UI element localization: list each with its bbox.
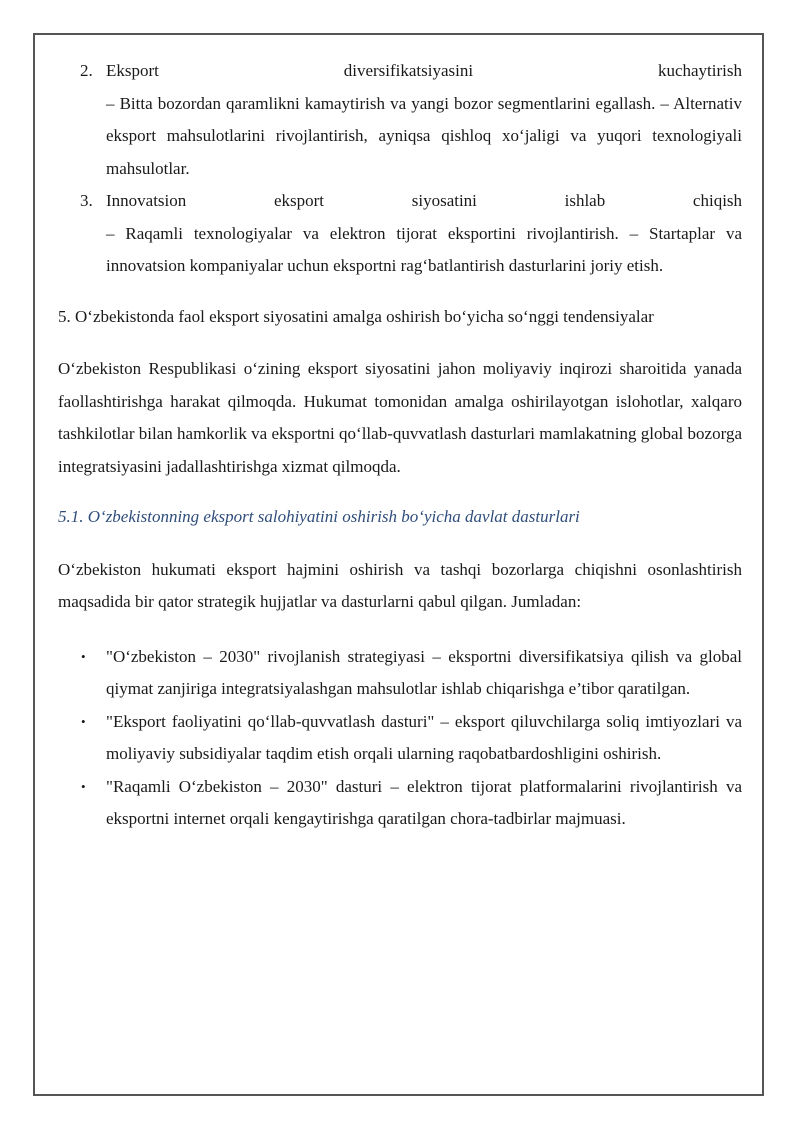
title-word: Innovatsion — [106, 191, 187, 210]
paragraph: O‘zbekiston hukumati eksport hajmini oshirish va tashqi bozorlarga chiqishni osonlashtirish maqsadida bir qator strategik hujjatlar va dasturlarni qabul qilgan. Jumladan: — [58, 559, 742, 611]
list-item-title — [106, 185, 742, 218]
bullet-list — [58, 641, 742, 836]
subsection-heading: 5.1. O‘zbekistonning eksport salohiyatini oshirish bo‘yicha davlat dasturlari — [58, 507, 580, 526]
bullet-icon: • — [81, 648, 86, 664]
bullet-text: "O‘zbekiston – 2030" rivojlanish strategiyasi – eksportni diversifikatsiya qilish va global qiymat zanjiriga integratsiyalashgan mahsulotlar ishlab chiqarishga e’tibor qaratilgan. — [106, 646, 742, 698]
title-word: ishlab — [564, 191, 606, 210]
list-item — [58, 706, 742, 771]
title-word: eksport — [273, 191, 325, 210]
list-item-body: – Bitta bozordan qaramlikni kamaytirish va yangi bozor segmentlarini egallash. – Alternativ eksport mahsulotlarini rivojlantirish, ayniqsa qishloq xo‘jaligi va yuqori texnologiyali mahsulotlar. — [106, 93, 742, 178]
list-number: 2. — [80, 61, 93, 80]
bullet-text: "Eksport faoliyatini qo‘llab-quvvatlash dasturi" – eksport qiluvchilarga soliq imtiyozlari va moliyaviy subsidiyalar taqdim etish orqali ularning raqobatbardoshligini oshirish. — [106, 711, 742, 763]
title-word: diversifikatsiyasini — [343, 61, 474, 80]
numbered-list — [58, 55, 742, 283]
list-item-2 — [58, 55, 742, 185]
bullet-text: "Raqamli O‘zbekiston – 2030" dasturi – elektron tijorat platformalarini rivojlantirish va eksportni internet orqali kengaytirishga qaratilgan chora-tadbirlar majmuasi. — [106, 776, 742, 828]
title-word: Eksport — [106, 61, 159, 80]
section-heading: 5. O‘zbekistonda faol eksport siyosatini amalga oshirish bo‘yicha so‘nggi tendensiyalar — [58, 306, 654, 326]
bullet-icon: • — [81, 713, 86, 729]
document-body — [58, 55, 742, 836]
title-word: kuchaytirish — [657, 61, 742, 80]
list-number: 3. — [80, 191, 93, 210]
list-item-3 — [58, 185, 742, 283]
list-item-body: – Raqamli texnologiyalar va elektron tijorat eksportini rivojlantirish. – Startaplar va innovatsion kompaniyalar uchun eksportni rag‘batlantirish dasturlarini joriy etish. — [106, 223, 742, 275]
title-word: chiqish — [692, 191, 743, 210]
bullet-icon: • — [81, 778, 86, 794]
list-item-title — [106, 55, 742, 88]
title-word: siyosatini — [411, 191, 477, 210]
paragraph: O‘zbekiston Respublikasi o‘zining eksport siyosatini jahon moliyaviy inqirozi sharoitida yanada faollashtirishga harakat qilmoqda. Hukumat tomonidan amalga oshirilayotgan islohotlar, xalqaro tashkilotlar bilan hamkorlik va eksportni qo‘llab-quvvatlash dasturlari mamlakatning global bozorga integratsiyasini jadallashtirishga xizmat qilmoqda. — [58, 359, 742, 476]
list-item — [58, 641, 742, 706]
list-item — [58, 771, 742, 836]
